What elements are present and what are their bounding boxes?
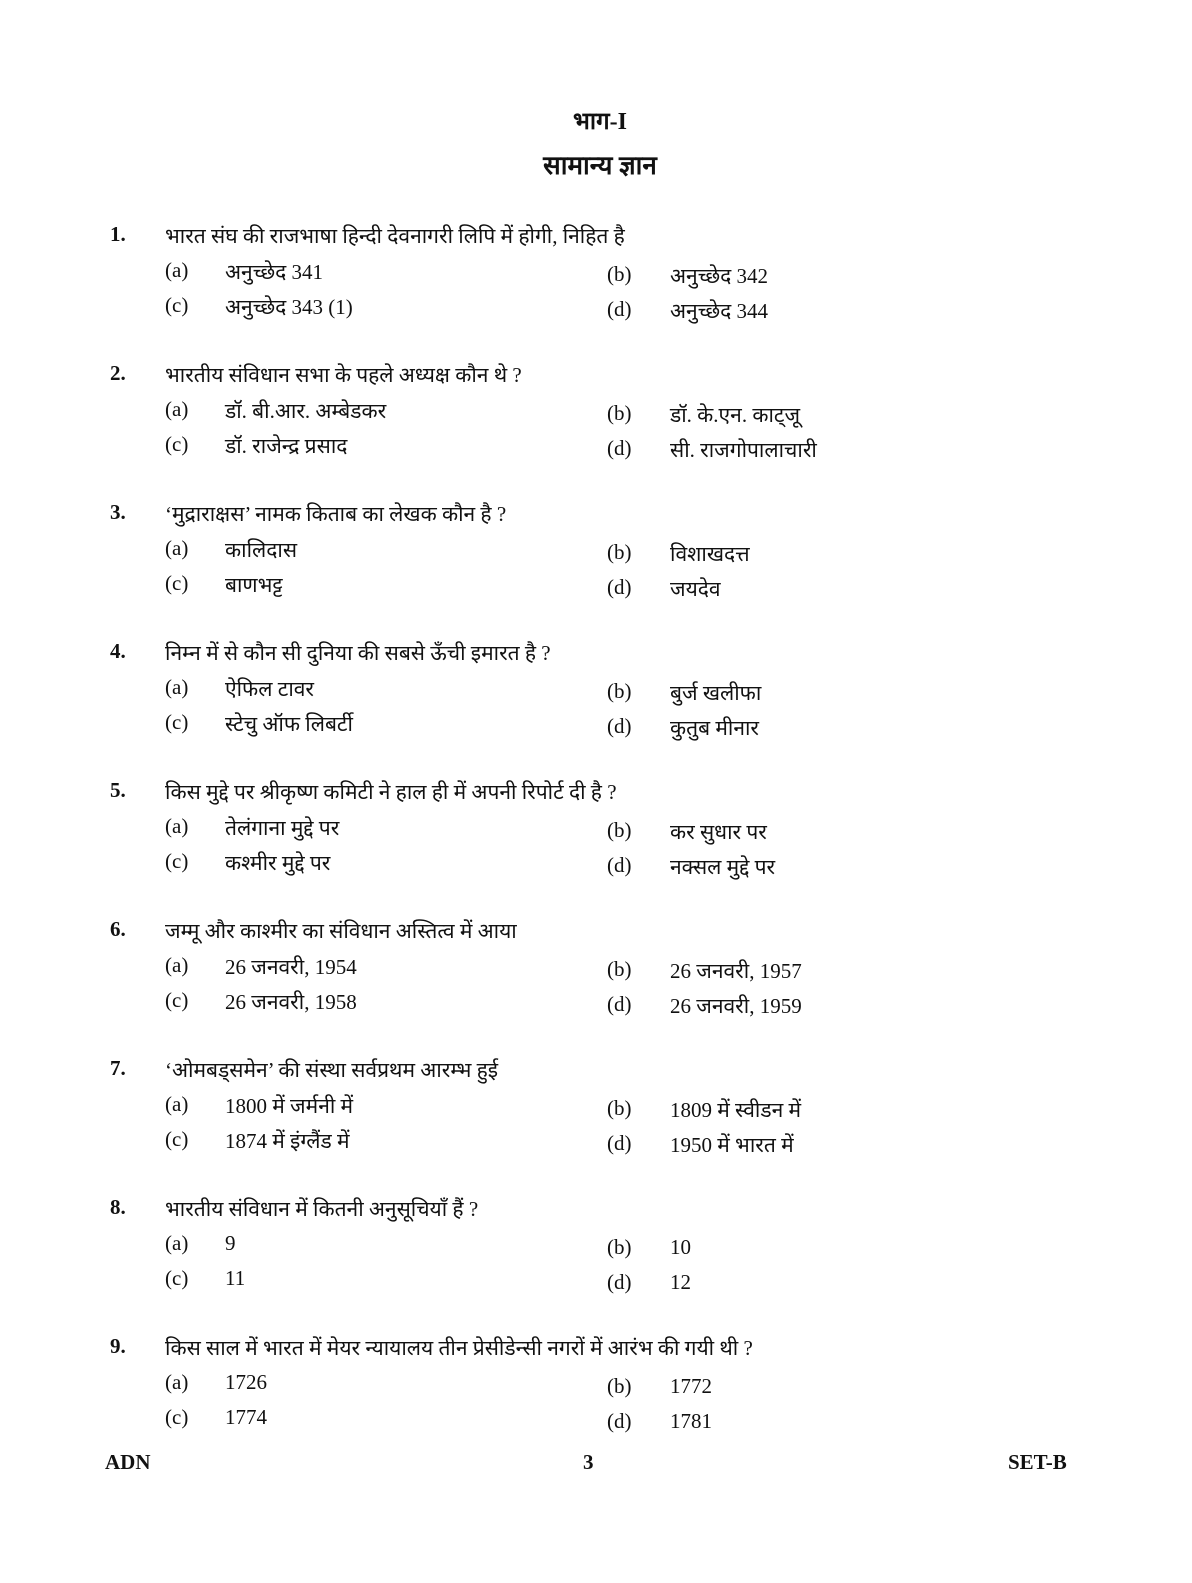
- option-label: (a): [165, 814, 189, 838]
- option-label: (d): [607, 1409, 632, 1433]
- question-text: किस मुद्दे पर श्रीकृष्ण कमिटी ने हाल ही में अपनी रिपोर्ट दी है ?: [165, 780, 617, 804]
- option-label: (a): [165, 397, 189, 421]
- option-text: कर सुधार पर: [670, 820, 767, 844]
- option-label: (c): [165, 988, 189, 1012]
- question-text: भारत संघ की राजभाषा हिन्दी देवनागरी लिपि में होगी, निहित है: [165, 224, 625, 248]
- option-text: अनुच्छेद 343 (1): [225, 295, 353, 319]
- option-label: (d): [607, 992, 632, 1016]
- question: [0, 639, 1192, 769]
- option-text: बुर्ज खलीफा: [670, 681, 762, 705]
- option-text: 1772: [670, 1374, 712, 1398]
- question: [0, 500, 1192, 630]
- option-text: डॉ. बी.आर. अम्बेडकर: [225, 399, 387, 423]
- question-text: ‘मुद्राराक्षस’ नामक किताब का लेखक कौन है ?: [165, 502, 507, 526]
- option-text: 1950 में भारत में: [670, 1133, 794, 1157]
- option-text: 26 जनवरी, 1954: [225, 955, 357, 979]
- option-text: कुतुब मीनार: [670, 716, 760, 740]
- option-label: (b): [607, 1235, 632, 1259]
- question-number: 3.: [110, 500, 126, 524]
- footer-code: ADN: [105, 1450, 151, 1474]
- question-number: 1.: [110, 222, 126, 246]
- option-label: (d): [607, 436, 632, 460]
- question: [0, 361, 1192, 491]
- option-label: (c): [165, 1405, 189, 1429]
- option-text: तेलंगाना मुद्दे पर: [225, 816, 340, 840]
- set-label: SET-B: [1008, 1450, 1067, 1474]
- option-label: (b): [607, 818, 632, 842]
- question-text: भारतीय संविधान सभा के पहले अध्यक्ष कौन थे ?: [165, 363, 522, 387]
- option-text: कश्मीर मुद्दे पर: [225, 851, 331, 875]
- question-text: ‘ओमबड्समेन’ की संस्था सर्वप्रथम आरम्भ हुई: [165, 1058, 499, 1082]
- option-label: (c): [165, 1127, 189, 1151]
- option-text: सी. राजगोपालाचारी: [670, 438, 817, 462]
- question-number: 9.: [110, 1334, 126, 1358]
- option-label: (c): [165, 432, 189, 456]
- option-label: (a): [165, 675, 189, 699]
- option-text: डॉ. राजेन्द्र प्रसाद: [225, 434, 348, 458]
- option-text: 12: [670, 1270, 691, 1294]
- option-label: (b): [607, 679, 632, 703]
- option-label: (b): [607, 540, 632, 564]
- option-label: (b): [607, 1374, 632, 1398]
- option-label: (a): [165, 1231, 189, 1255]
- question: [0, 1334, 1192, 1464]
- option-label: (d): [607, 1270, 632, 1294]
- question: [0, 1056, 1192, 1186]
- question-number: 8.: [110, 1195, 126, 1219]
- subject-heading: सामान्य ज्ञान: [543, 151, 657, 180]
- option-text: 1726: [225, 1370, 267, 1394]
- option-text: 10: [670, 1235, 691, 1259]
- option-label: (c): [165, 293, 189, 317]
- option-text: 26 जनवरी, 1957: [670, 959, 802, 983]
- option-text: 26 जनवरी, 1958: [225, 990, 357, 1014]
- question-text: किस साल में भारत में मेयर न्यायालय तीन प्रेसीडेन्सी नगरों में आरंभ की गयी थी ?: [165, 1336, 753, 1360]
- option-text: बाणभट्ट: [225, 573, 283, 597]
- option-text: डॉ. के.एन. काट्जू: [670, 403, 801, 427]
- option-text: 1874 में इंग्लैंड में: [225, 1129, 350, 1153]
- option-label: (c): [165, 710, 189, 734]
- question: [0, 917, 1192, 1047]
- question-number: 7.: [110, 1056, 126, 1080]
- option-text: नक्सल मुद्दे पर: [670, 855, 776, 879]
- option-label: (d): [607, 297, 632, 321]
- question: [0, 1195, 1192, 1325]
- option-label: (c): [165, 571, 189, 595]
- option-text: स्टेचु ऑफ लिबर्टी: [225, 712, 353, 736]
- option-text: कालिदास: [225, 538, 298, 562]
- option-text: 1774: [225, 1405, 267, 1429]
- option-label: (a): [165, 953, 189, 977]
- option-text: विशाखदत्त: [670, 542, 750, 566]
- question-number: 2.: [110, 361, 126, 385]
- option-label: (d): [607, 714, 632, 738]
- option-label: (a): [165, 536, 189, 560]
- question-text: निम्न में से कौन सी दुनिया की सबसे ऊँची इमारत है ?: [165, 641, 551, 665]
- option-label: (c): [165, 1266, 189, 1290]
- option-text: 1809 में स्वीडन में: [670, 1098, 802, 1122]
- option-label: (d): [607, 575, 632, 599]
- option-text: अनुच्छेद 344: [670, 299, 769, 323]
- option-label: (a): [165, 1092, 189, 1116]
- option-text: अनुच्छेद 341: [225, 260, 324, 284]
- option-text: 11: [225, 1266, 246, 1290]
- question-number: 4.: [110, 639, 126, 663]
- question-text: भारतीय संविधान में कितनी अनुसूचियाँ हैं ?: [165, 1197, 479, 1221]
- option-text: 9: [225, 1231, 236, 1255]
- question: [0, 778, 1192, 908]
- option-label: (d): [607, 1131, 632, 1155]
- question-number: 5.: [110, 778, 126, 802]
- question-number: 6.: [110, 917, 126, 941]
- option-label: (b): [607, 1096, 632, 1120]
- option-label: (b): [607, 957, 632, 981]
- question-text: जम्मू और काश्मीर का संविधान अस्तित्व में आया: [165, 919, 517, 943]
- option-text: ऐफिल टावर: [225, 677, 315, 701]
- option-text: अनुच्छेद 342: [670, 264, 769, 288]
- option-label: (c): [165, 849, 189, 873]
- option-label: (b): [607, 401, 632, 425]
- option-label: (b): [607, 262, 632, 286]
- option-text: जयदेव: [670, 577, 721, 601]
- option-text: 26 जनवरी, 1959: [670, 994, 802, 1018]
- part-heading: भाग-I: [573, 109, 627, 135]
- option-label: (a): [165, 258, 189, 282]
- page-number: 3: [583, 1450, 594, 1474]
- option-label: (a): [165, 1370, 189, 1394]
- question: [0, 222, 1192, 352]
- option-label: (d): [607, 853, 632, 877]
- option-text: 1781: [670, 1409, 712, 1433]
- option-text: 1800 में जर्मनी में: [225, 1094, 354, 1118]
